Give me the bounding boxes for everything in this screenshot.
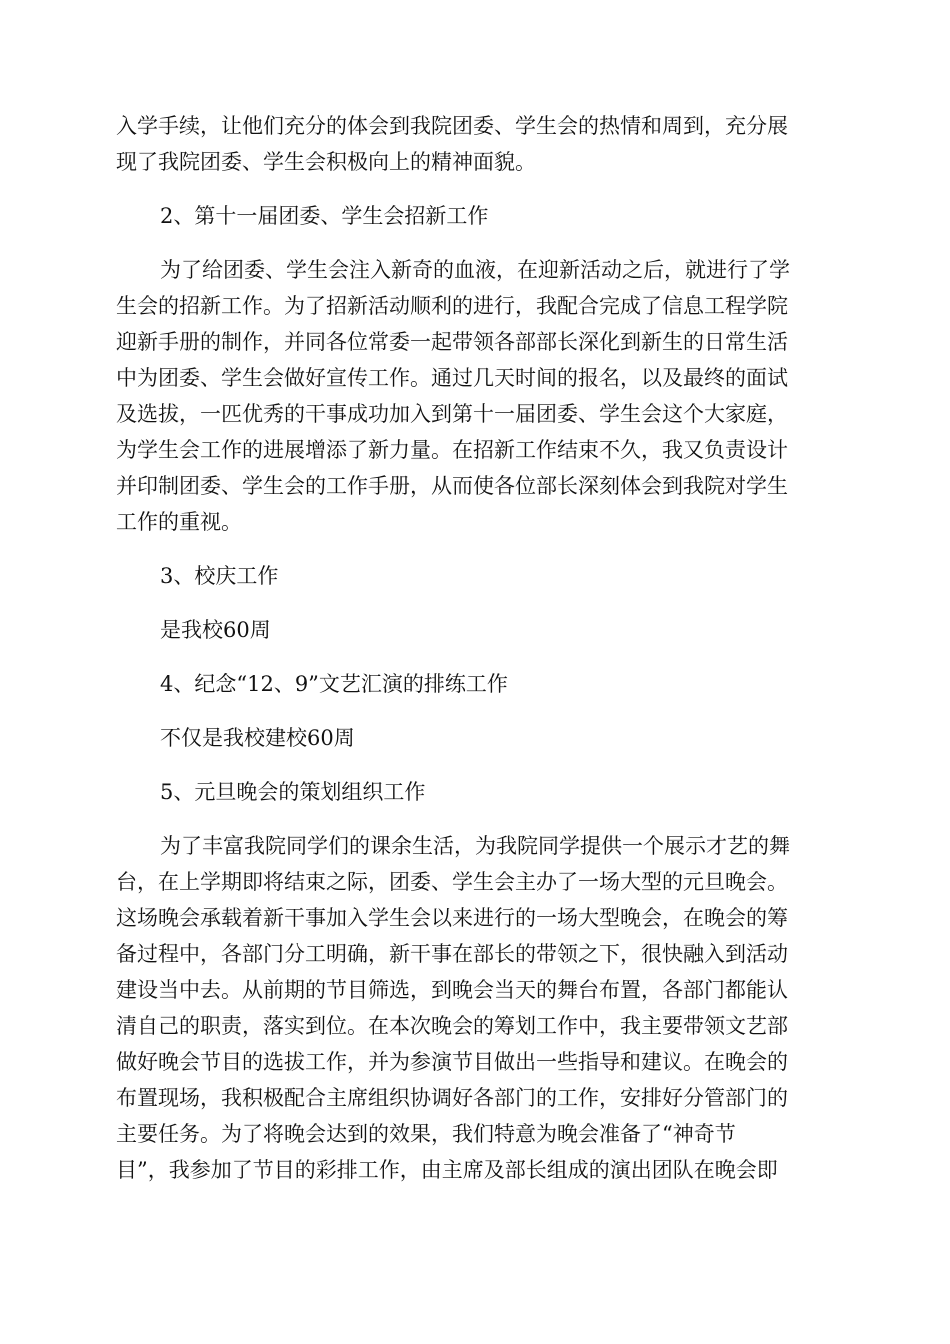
document-body [116,108,832,1188]
paragraph-rehearsal [116,720,832,756]
section-heading-text: 2、第十一届团委、学生会招新工作 [160,204,489,228]
text-line: 迎新手册的制作，并同各位常委一起带领各部部长深化到新生的日常生活 [116,330,788,354]
text-line: 不仅是我校建校60周 [160,726,355,750]
text-line: 现了我院团委、学生会积极向上的精神面貌。 [116,150,536,174]
text-line: 及选拔，一匹优秀的干事成功加入到第十一届团委、学生会这个大家庭， [116,402,788,426]
text-line: 入学手续，让他们充分的体会到我院团委、学生会的热情和周到，充分展 [116,114,788,138]
text-line: 为学生会工作的进展增添了新力量。在招新工作结束不久，我又负责设计 [116,438,788,462]
text-line: 生会的招新工作。为了招新活动顺利的进行，我配合完成了信息工程学院 [116,294,788,318]
text-line: 做好晚会节目的选拔工作，并为参演节目做出一些指导和建议。在晚会的 [116,1050,788,1074]
section-heading-text: 5、元旦晚会的策划组织工作 [160,780,426,804]
text-line: 目”，我参加了节目的彩排工作，由主席及部长组成的演出团队在晚会即 [116,1158,778,1182]
text-line: 工作的重视。 [116,510,242,534]
text-line: 清自己的职责，落实到位。在本次晚会的筹划工作中，我主要带领文艺部 [116,1014,788,1038]
text-line: 中为团委、学生会做好宣传工作。通过几天时间的报名，以及最终的面试 [116,366,788,390]
text-line: 为了给团委、学生会注入新奇的血液，在迎新活动之后，就进行了学 [160,258,790,282]
text-line: 建设当中去。从前期的节目筛选，到晚会当天的舞台布置，各部门都能认 [116,978,788,1002]
paragraph-anniversary [116,612,832,648]
text-line: 主要任务。为了将晚会达到的效果，我们特意为晚会准备了“神奇节 [116,1122,736,1146]
text-line: 这场晚会承载着新干事加入学生会以来进行的一场大型晚会，在晚会的筹 [116,906,788,930]
section-heading-3 [116,558,832,594]
section-heading-4 [116,666,832,702]
paragraph-continuation [116,108,832,180]
paragraph-newyear [116,828,832,1188]
text-line: 为了丰富我院同学们的课余生活，为我院同学提供一个展示才艺的舞 [160,834,790,858]
text-line: 是我校60周 [160,618,271,642]
section-heading-text: 4、纪念“12、9”文艺汇演的排练工作 [160,672,508,696]
paragraph-recruitment [116,252,832,540]
section-heading-2 [116,198,832,234]
text-line: 并印制团委、学生会的工作手册，从而使各位部长深刻体会到我院对学生 [116,474,788,498]
text-line: 台，在上学期即将结束之际，团委、学生会主办了一场大型的元旦晚会。 [116,870,788,894]
section-heading-5 [116,774,832,810]
section-heading-text: 3、校庆工作 [160,564,279,588]
text-line: 备过程中，各部门分工明确，新干事在部长的带领之下，很快融入到活动 [116,942,788,966]
text-line: 布置现场，我积极配合主席组织协调好各部门的工作，安排好分管部门的 [116,1086,788,1110]
